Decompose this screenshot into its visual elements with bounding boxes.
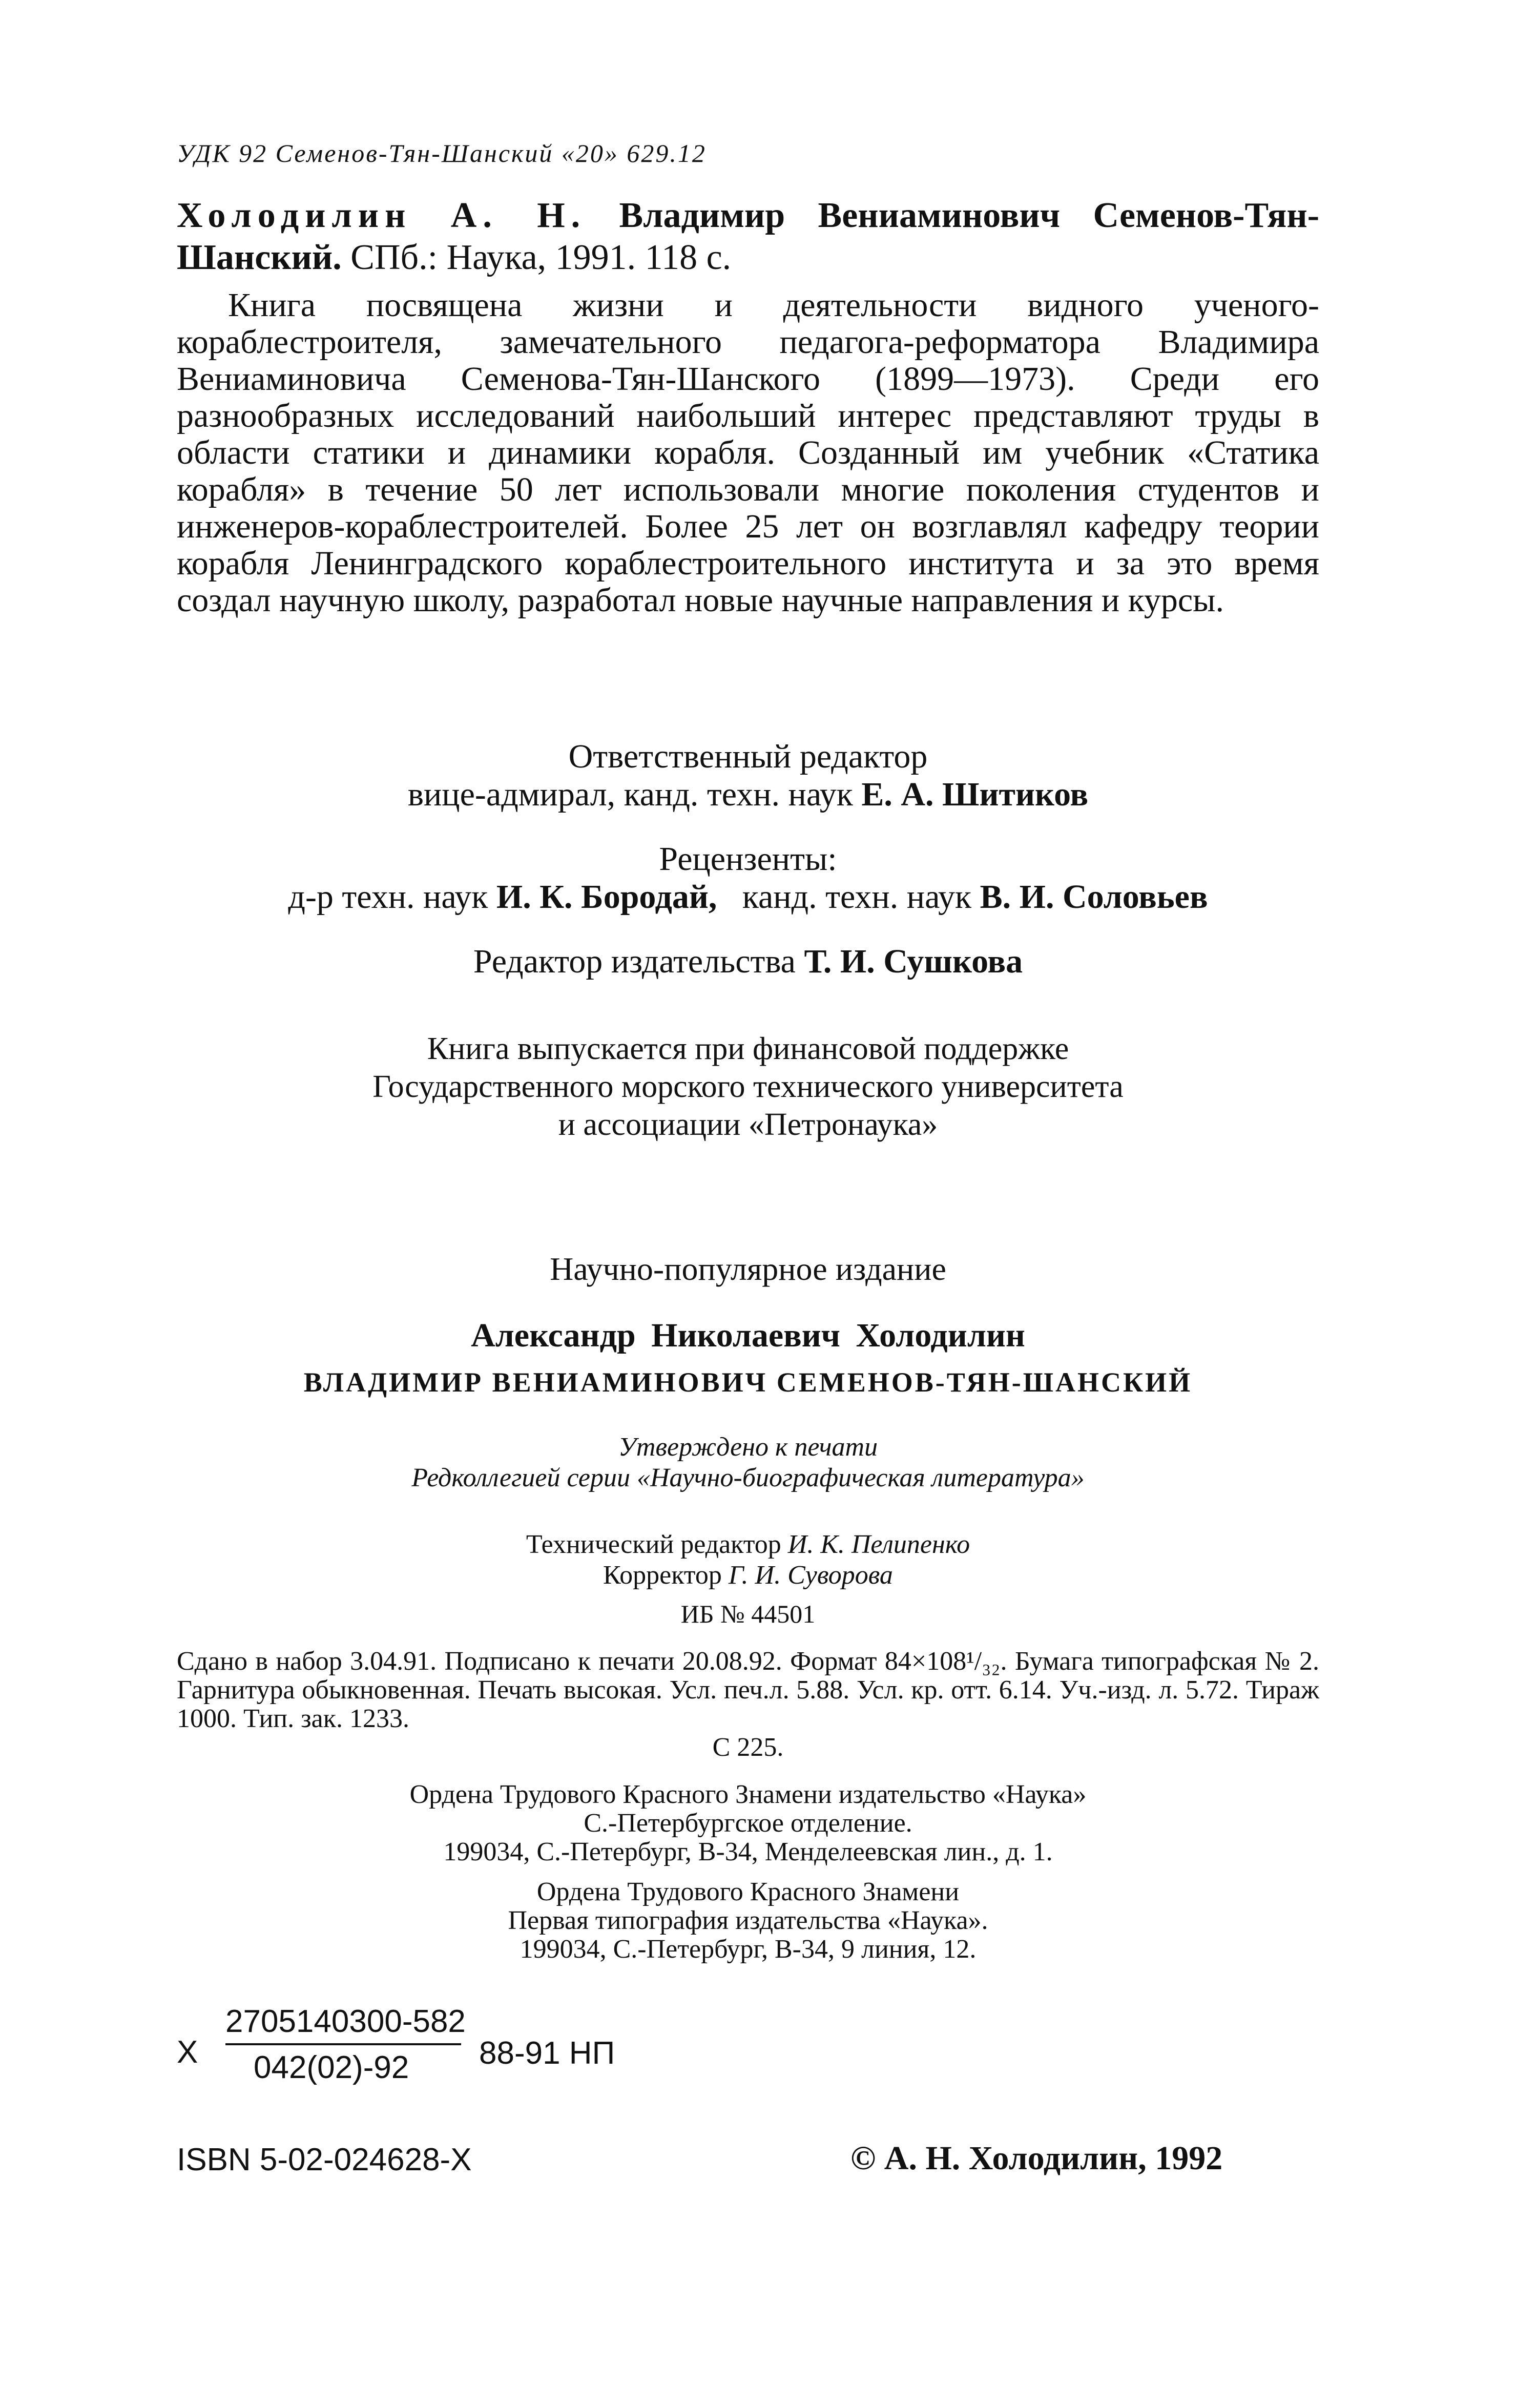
- publisher-line-2: С.-Петербургское отделение.: [584, 1809, 912, 1838]
- print-info-text: Сдано в набор 3.04.91. Подписано к печати 20.08.92. Формат 84×108¹/₃₂. Бумага типографская № 2. Гарнитура обыкновенная. Печать высокая. Усл. печ.л. 5.88. Усл. кр. отт. 6.14. Уч.-изд. л. 5.72. Тираж 1000. Тип. зак. 1233.: [177, 1647, 1319, 1733]
- print-info-last: С 225.: [712, 1733, 784, 1762]
- proofreader-name: Г. И. Суворова: [728, 1561, 893, 1590]
- publisher-info: [177, 1780, 1319, 1866]
- publisher-line-3: 199034, С.-Петербург, В-34, Менделеевская лин., д. 1.: [443, 1837, 1053, 1866]
- approval-line-1: Утверждено к печати: [618, 1433, 878, 1462]
- reviewers-heading: Рецензенты:: [659, 840, 837, 878]
- support-line-2: Государственного морского технического университета: [372, 1069, 1124, 1104]
- responsible-editor-name: Е. А. Шитиков: [861, 776, 1089, 813]
- classification-code: [177, 2003, 792, 2121]
- publishing-editor-role: Редактор издательства: [473, 943, 796, 980]
- ib-number: ИБ № 44501: [680, 1600, 816, 1628]
- publishing-editor-name: Т. И. Сушкова: [804, 943, 1023, 980]
- bib-imprint: СПб.: Наука, 1991. 118 с.: [350, 238, 732, 277]
- tech-editor-name: И. К. Пелипенко: [787, 1530, 970, 1559]
- code-prefix: Х: [177, 2035, 198, 2070]
- reviewer2-name: В. И. Соловьев: [980, 878, 1208, 916]
- printer-line-1: Ордена Трудового Красного Знамени: [536, 1877, 960, 1906]
- financial-support-note: [177, 1030, 1319, 1144]
- genre: Научно-популярное издание: [550, 1251, 946, 1287]
- printer-line-3: 199034, С.-Петербург, В-34, 9 линия, 12.: [520, 1935, 977, 1964]
- code-denominator: 042(02)-92: [254, 2050, 409, 2085]
- bib-title: Владимир Вениаминович Семенов-Тян-Шанский.: [177, 196, 1320, 277]
- support-line-3: и ассоциации «Петронаука»: [558, 1107, 938, 1142]
- support-line-1: Книга выпускается при финансовой поддержке: [427, 1031, 1069, 1066]
- responsible-editor-role: вице-адмирал, канд. техн. наук: [407, 776, 853, 813]
- responsible-editor-heading: Ответственный редактор: [568, 738, 928, 775]
- reviewer2-role: канд. техн. наук: [742, 878, 972, 916]
- reviewers: [177, 878, 1319, 916]
- technical-staff: [177, 1529, 1319, 1591]
- udk-line: УДК 92 Семенов-Тян-Шанский «20» 629.12: [177, 139, 707, 168]
- proofreader-role: Корректор: [603, 1561, 722, 1590]
- print-info: [177, 1647, 1319, 1762]
- copyright: © А. Н. Холодилин, 1992: [850, 2140, 1223, 2177]
- bib-author: Холодилин А. Н.: [177, 196, 587, 235]
- publishing-editor: [177, 943, 1319, 981]
- tech-editor-role: Технический редактор: [526, 1530, 781, 1559]
- printer-line-2: Первая типография издательства «Наука».: [508, 1906, 988, 1935]
- fraction-bar: [225, 2043, 461, 2045]
- approval-line-2: Редколлегией серии «Научно-биографическая литература»: [411, 1463, 1085, 1492]
- responsible-editor: [177, 776, 1319, 814]
- author-full-name: Александр Николаевич Холодилин: [471, 1317, 1025, 1354]
- printer-info: [177, 1878, 1319, 1964]
- bibliographic-entry: [177, 195, 1319, 279]
- reviewer1-role: д-р техн. наук: [288, 878, 488, 916]
- abstract: Книга посвящена жизни и деятельности видного ученого-кораблестроителя, замечательного педагога-реформатора Владимира Вениаминовича Семенова-Тян-Шанского (1899—1973). Среди его разнообразных исследований наибольший интерес представляют труды в области статики и динамики корабля. Созданный им учебник «Статика корабля» в течение 50 лет использовали многие поколения студентов и инженеров-кораблестроителей. Более 25 лет он возглавлял кафедру теории корабля Ленинградского кораблестроительного института и за это время создал научную школу, разработал новые научные направления и курсы.: [177, 286, 1319, 619]
- code-numerator: 2705140300-582: [225, 2004, 466, 2039]
- reviewer1-name: И. К. Бородай,: [496, 878, 717, 916]
- tech-editor: [177, 1529, 1319, 1560]
- approval-note: [177, 1432, 1319, 1493]
- publisher-line-1: Ордена Трудового Красного Знамени издательство «Наука»: [409, 1780, 1087, 1809]
- book-title: ВЛАДИМИР ВЕНИАМИНОВИЧ СЕМЕНОВ-ТЯН-ШАНСКИЙ: [303, 1367, 1193, 1398]
- proofreader: [177, 1560, 1319, 1591]
- isbn: ISBN 5-02-024628-Х: [177, 2142, 472, 2177]
- code-suffix: 88-91 НП: [479, 2036, 615, 2071]
